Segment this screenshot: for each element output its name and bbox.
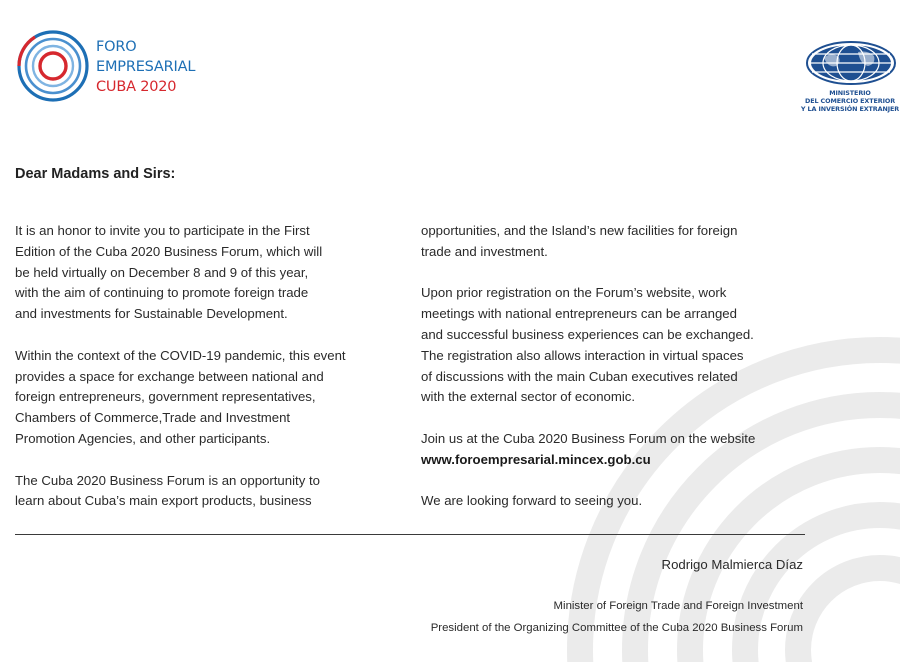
paragraph-join [421, 429, 821, 471]
ministry-logo [800, 40, 900, 122]
concentric-rings-icon [15, 28, 91, 104]
paragraph-opportunity-continued: opportunities, and the Island’s new facilities for foreign trade and investment. [421, 223, 738, 259]
ministry-text-line1: MINISTERIO [829, 89, 871, 97]
logo-text-cuba-2020: CUBA 2020 [96, 79, 177, 95]
website-link[interactable]: www.foroempresarial.mincex.gob.cu [421, 451, 651, 467]
logo-text-foro: FORO [96, 39, 137, 55]
ministry-text-line2: DEL COMERCIO EXTERIOR [804, 97, 896, 105]
signatory-title-president: President of the Organizing Committee of the Cuba 2020 Business Forum [430, 622, 803, 634]
paragraph-invitation: It is an honor to invite you to participate in the First Edition of the Cuba 2020 Business Forum, which will be held virtually on December 8 and 9 of this year, with the aim of continuing to promote foreign trade and investments for Sustainable Development. [15, 223, 323, 322]
paragraph-opportunity: The Cuba 2020 Business Forum is an opportunity to learn about Cuba’s main export products, business [15, 472, 320, 509]
ministry-text-line3: Y LA INVERSIÓN EXTRANJER [800, 105, 900, 113]
join-text: Join us at the Cuba 2020 Business Forum on the website [421, 430, 756, 446]
forum-logo [15, 28, 215, 108]
signatory-title-minister: Minister of Foreign Trade and Foreign Investment [553, 600, 803, 612]
letter-right-column [421, 221, 821, 533]
salutation: Dear Madams and Sirs: [15, 166, 176, 182]
paragraph-registration: Upon prior registration on the Forum’s website, work meetings with national entrepreneurs can be arranged and successful business experiences can be exchanged. The registration also allows interaction in virtual spaces of discussions with the main Cuban executives related with the external sector of economic. [421, 285, 754, 405]
globe-emblem-icon [806, 40, 896, 86]
closing-line: We are looking forward to seeing you. [421, 493, 643, 509]
signatory-name: Rodrigo Malmierca Díaz [661, 557, 803, 572]
logo-text-empresarial: EMPRESARIAL [96, 59, 196, 75]
letter-left-column [15, 221, 405, 533]
paragraph-context: Within the context of the COVID-19 pandemic, this event provides a space for exchange between national and foreign entrepreneurs, government representatives, Chambers of Commerce,Trade and Investment Promotion Agencies, and other participants. [15, 347, 346, 446]
signature-divider [15, 534, 805, 535]
